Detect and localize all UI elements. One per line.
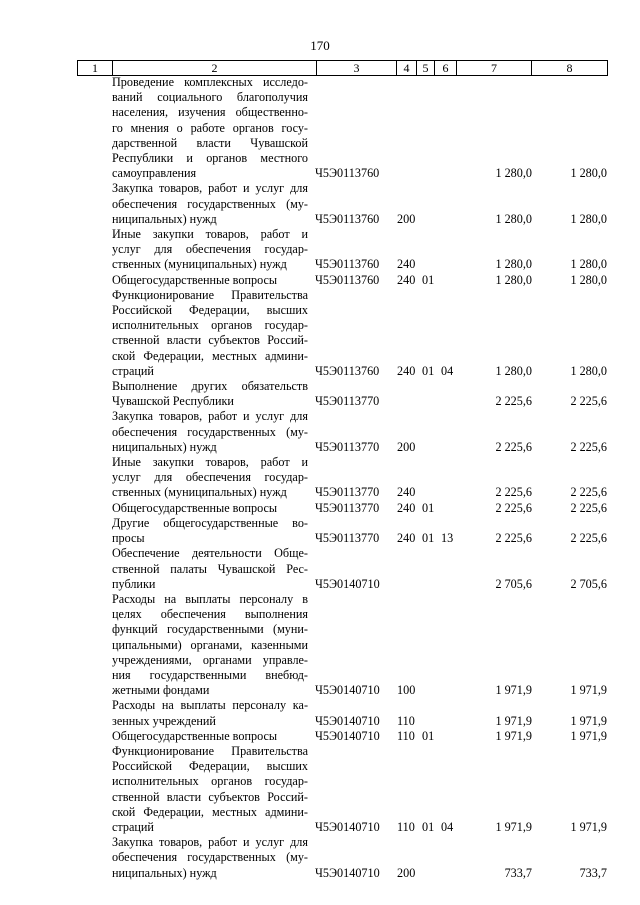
- table-row: [77, 181, 607, 227]
- target-article: Ч5Э0113760: [315, 363, 380, 378]
- table-row: [77, 409, 607, 455]
- subsection: 04: [441, 363, 454, 378]
- amount-col-8: 1 971,9: [570, 683, 607, 698]
- description-line: ния государственными внебюд-: [112, 667, 308, 682]
- amount-col-7: 1 280,0: [495, 166, 532, 181]
- target-article: Ч5Э0140710: [315, 576, 380, 591]
- row-description: [112, 227, 308, 273]
- row-description: [112, 592, 308, 698]
- header-col-2: 2: [113, 61, 317, 76]
- description-line: ственных (муниципальных) нужд: [112, 485, 287, 500]
- amount-col-8: 2 225,6: [570, 500, 607, 515]
- table-row: [77, 288, 607, 379]
- expense-type: 100: [397, 683, 416, 698]
- header-col-4: 4: [397, 61, 417, 76]
- table-row: [77, 546, 607, 592]
- table-row: [77, 744, 607, 835]
- amount-col-7: 2 225,6: [495, 500, 532, 515]
- amount-col-7: 2 225,6: [495, 531, 532, 546]
- target-article: Ч5Э0113770: [315, 531, 380, 546]
- target-article: Ч5Э0113760: [315, 272, 380, 287]
- table-row: [77, 501, 607, 516]
- target-article: Ч5Э0113760: [315, 166, 380, 181]
- description-line: ственной палаты Чувашской Рес-: [112, 561, 308, 576]
- section: 01: [422, 363, 435, 378]
- description-line: просы: [112, 531, 145, 546]
- row-description: [112, 546, 308, 592]
- target-article: Ч5Э0140710: [315, 819, 380, 834]
- expense-type: 200: [397, 211, 416, 226]
- description-line: страций: [112, 363, 154, 378]
- description-line: ципальными) органами, казенными: [112, 637, 308, 652]
- description-line: ниципальных) нужд: [112, 865, 217, 880]
- table-row: [77, 835, 607, 881]
- table-row: [77, 729, 607, 744]
- description-line: обеспечения государственных (му-: [112, 850, 308, 865]
- row-description: [112, 744, 308, 835]
- expense-type: 240: [397, 485, 416, 500]
- amount-col-7: 2 225,6: [495, 485, 532, 500]
- description-line: ственной власти субъектов Россий-: [112, 333, 308, 348]
- expense-type: 240: [397, 363, 416, 378]
- table-body: [77, 75, 607, 881]
- description-line: Расходы на выплаты персоналу в: [112, 591, 308, 606]
- amount-col-7: 1 971,9: [495, 713, 532, 728]
- amount-col-7: 1 280,0: [495, 211, 532, 226]
- description-line: жетными фондами: [112, 683, 210, 698]
- row-description: [112, 455, 308, 501]
- amount-col-8: 1 280,0: [570, 211, 607, 226]
- header-col-3: 3: [317, 61, 397, 76]
- table-header: [77, 60, 608, 76]
- description-line: Выполнение других обязательств: [112, 379, 308, 394]
- header-col-5: 5: [417, 61, 435, 76]
- description-line: ниципальных) нужд: [112, 439, 217, 454]
- target-article: Ч5Э0113770: [315, 485, 380, 500]
- description-line: ваний социального благополучия: [112, 90, 308, 105]
- table-row: [77, 455, 607, 501]
- amount-col-7: 2 225,6: [495, 394, 532, 409]
- target-article: Ч5Э0113770: [315, 394, 380, 409]
- header-col-6: 6: [435, 61, 457, 76]
- description-line: зенных учреждений: [112, 713, 216, 728]
- description-line: исполнительных органов государ-: [112, 318, 308, 333]
- section: 01: [422, 819, 435, 834]
- description-line: обеспечения государственных (му-: [112, 196, 308, 211]
- description-line: Российской Федерации, высших: [112, 303, 308, 318]
- amount-col-8: 1 971,9: [570, 728, 607, 743]
- description-line: целях обеспечения выполнения: [112, 607, 308, 622]
- description-line: дарственной власти Чувашской: [112, 135, 308, 150]
- amount-col-7: 2 225,6: [495, 439, 532, 454]
- amount-col-8: 2 225,6: [570, 485, 607, 500]
- row-description: [112, 501, 308, 516]
- description-line: Расходы на выплаты персоналу ка-: [112, 698, 308, 713]
- amount-col-7: 1 971,9: [495, 683, 532, 698]
- description-line: Функционирование Правительства: [112, 287, 308, 302]
- expense-type: 200: [397, 439, 416, 454]
- row-description: [112, 835, 308, 881]
- description-line: ственной власти субъектов Россий-: [112, 789, 308, 804]
- table-row: [77, 698, 607, 728]
- amount-col-8: 2 705,6: [570, 576, 607, 591]
- expense-type: 110: [397, 819, 415, 834]
- expense-type: 240: [397, 500, 416, 515]
- amount-col-8: 1 280,0: [570, 166, 607, 181]
- expense-type: 110: [397, 713, 415, 728]
- description-line: Иные закупки товаров, работ и: [112, 227, 308, 242]
- row-description: [112, 729, 308, 744]
- subsection: 13: [441, 531, 454, 546]
- amount-col-8: 2 225,6: [570, 531, 607, 546]
- row-description: [112, 409, 308, 455]
- page-number: 170: [310, 38, 330, 53]
- table-row: [77, 75, 607, 181]
- description-line: Иные закупки товаров, работ и: [112, 455, 308, 470]
- description-line: Общегосударственные вопросы: [112, 272, 278, 287]
- description-line: ственных (муниципальных) нужд: [112, 257, 287, 272]
- description-line: исполнительных органов государ-: [112, 774, 308, 789]
- row-description: [112, 273, 308, 288]
- subsection: 04: [441, 819, 454, 834]
- target-article: Ч5Э0113770: [315, 439, 380, 454]
- header-col-8: 8: [532, 61, 608, 76]
- amount-col-7: 733,7: [504, 865, 532, 880]
- target-article: Ч5Э0113770: [315, 500, 380, 515]
- amount-col-7: 1 971,9: [495, 728, 532, 743]
- target-article: Ч5Э0140710: [315, 728, 380, 743]
- target-article: Ч5Э0140710: [315, 683, 380, 698]
- description-line: Функционирование Правительства: [112, 743, 308, 758]
- description-line: услуг для обеспечения государ-: [112, 470, 308, 485]
- amount-col-8: 2 225,6: [570, 439, 607, 454]
- table-row: [77, 227, 607, 273]
- description-line: страций: [112, 819, 154, 834]
- description-line: Другие общегосударственные во-: [112, 515, 308, 530]
- amount-col-8: 1 971,9: [570, 819, 607, 834]
- description-line: функций государственными (муни-: [112, 622, 308, 637]
- section: 01: [422, 500, 435, 515]
- table-row: [77, 273, 607, 288]
- description-line: обеспечения государственных (му-: [112, 424, 308, 439]
- description-line: Закупка товаров, работ и услуг для: [112, 835, 308, 850]
- amount-col-7: 1 280,0: [495, 363, 532, 378]
- table-row: [77, 379, 607, 409]
- description-line: учреждениями, органами управле-: [112, 652, 308, 667]
- description-line: Общегосударственные вопросы: [112, 500, 278, 515]
- section: 01: [422, 531, 435, 546]
- target-article: Ч5Э0113760: [315, 257, 380, 272]
- description-line: Республики и органов местного: [112, 151, 308, 166]
- amount-col-8: 733,7: [579, 865, 607, 880]
- row-description: [112, 288, 308, 379]
- expense-type: 240: [397, 531, 416, 546]
- description-line: Закупка товаров, работ и услуг для: [112, 181, 308, 196]
- section: 01: [422, 728, 435, 743]
- target-article: Ч5Э0140710: [315, 713, 380, 728]
- description-line: Закупка товаров, работ и услуг для: [112, 409, 308, 424]
- row-description: [112, 75, 308, 181]
- row-description: [112, 698, 308, 728]
- table-row: [77, 516, 607, 546]
- table-row: [77, 592, 607, 698]
- description-line: Чувашской Республики: [112, 394, 234, 409]
- description-line: услуг для обеспечения государ-: [112, 242, 308, 257]
- amount-col-7: 1 280,0: [495, 272, 532, 287]
- expense-type: 240: [397, 272, 416, 287]
- description-line: самоуправления: [112, 166, 197, 181]
- row-description: [112, 379, 308, 409]
- row-description: [112, 181, 308, 227]
- amount-col-7: 2 705,6: [495, 576, 532, 591]
- row-description: [112, 516, 308, 546]
- amount-col-8: 1 971,9: [570, 713, 607, 728]
- description-line: Обеспечение деятельности Обще-: [112, 546, 308, 561]
- description-line: ской Федерации, местных админи-: [112, 804, 308, 819]
- amount-col-8: 1 280,0: [570, 363, 607, 378]
- description-line: Общегосударственные вопросы: [112, 728, 278, 743]
- expense-type: 240: [397, 257, 416, 272]
- amount-col-7: 1 971,9: [495, 819, 532, 834]
- amount-col-8: 1 280,0: [570, 272, 607, 287]
- description-line: ской Федерации, местных админи-: [112, 348, 308, 363]
- header-col-7: 7: [457, 61, 532, 76]
- target-article: Ч5Э0113760: [315, 211, 380, 226]
- expense-type: 110: [397, 728, 415, 743]
- description-line: го мнения о работе органов госу-: [112, 120, 308, 135]
- header-col-1: 1: [78, 61, 113, 76]
- target-article: Ч5Э0140710: [315, 865, 380, 880]
- description-line: Проведение комплексных исследо-: [112, 75, 308, 89]
- description-line: публики: [112, 576, 156, 591]
- description-line: населения, изучения общественно-: [112, 105, 308, 120]
- section: 01: [422, 272, 435, 287]
- amount-col-8: 1 280,0: [570, 257, 607, 272]
- expense-type: 200: [397, 865, 416, 880]
- description-line: Российской Федерации, высших: [112, 759, 308, 774]
- amount-col-8: 2 225,6: [570, 394, 607, 409]
- description-line: ниципальных) нужд: [112, 211, 217, 226]
- amount-col-7: 1 280,0: [495, 257, 532, 272]
